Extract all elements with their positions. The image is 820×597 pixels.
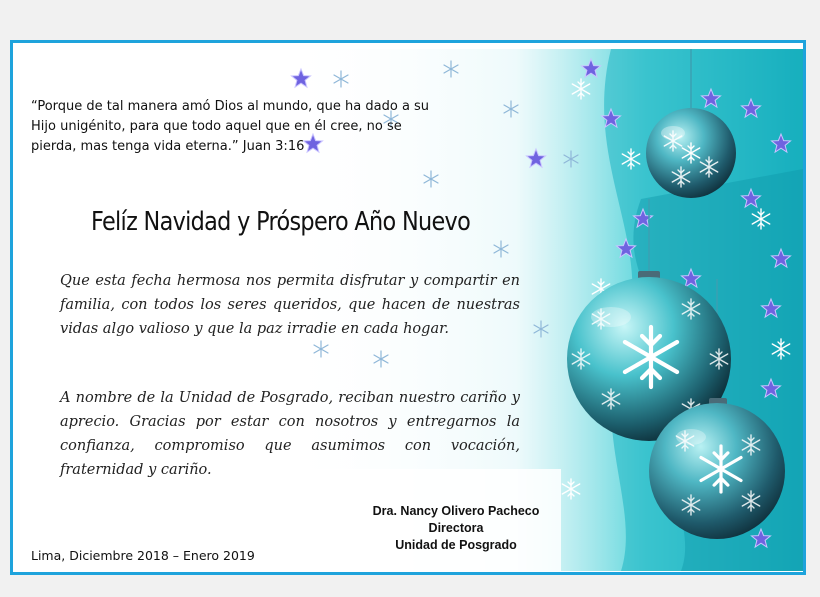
greeting-paragraph-2: A nombre de la Unidad de Posgrado, reciban nuestro cariño y aprecio. Gracias por estar con nosotros y entregarnos la confianza, compromiso que asumimos con vocación, fraternidad y cariño.: [60, 390, 520, 478]
date-line: Lima, Diciembre 2018 – Enero 2019: [31, 548, 255, 563]
greeting-paragraph-1: Que esta fecha hermosa nos permita disfrutar y compartir en familia, con todos los seres queridos, que hacen de nuestras vidas algo valioso y que la paz irradie en cada hogar.: [60, 273, 520, 337]
signature-role: Directora: [428, 521, 484, 535]
signature-block: [331, 503, 581, 554]
greeting-title: Felíz Navidad y Próspero Año Nuevo: [91, 207, 471, 237]
bible-quote: “Porque de tal manera amó Dios al mundo, que ha dado a su Hijo unigénito, para que todo aquel que en él cree, no se pierda, mas tenga vida eterna.” Juan 3:16: [31, 99, 430, 154]
greeting-card: [10, 40, 806, 575]
signature-name: Dra. Nancy Olivero Pacheco: [372, 504, 540, 518]
signature-unit: Unidad de Posgrado: [395, 538, 517, 552]
